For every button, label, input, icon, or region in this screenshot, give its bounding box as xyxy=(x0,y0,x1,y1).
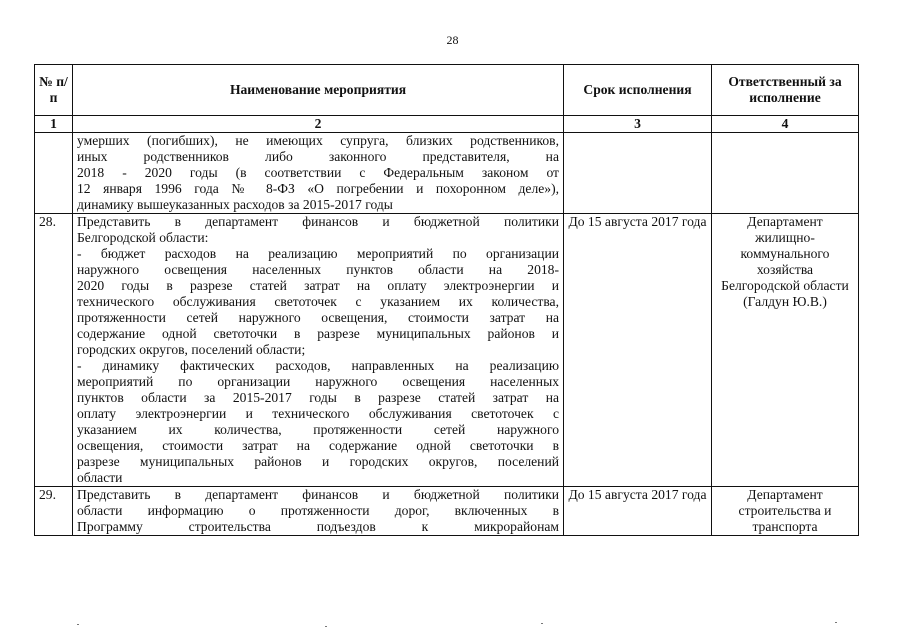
text-line: - динамику фактических расходов, направленных на реализацию xyxy=(77,358,559,373)
activity-name xyxy=(73,487,564,536)
text-line: содержание одной светоточки в разрезе муниципальных районов и xyxy=(77,326,559,341)
header-deadline: Срок исполнения xyxy=(564,65,712,116)
table-row xyxy=(35,487,859,536)
row-number: 29. xyxy=(35,487,73,536)
text-line: освещения, стоимости затрат на содержание одной светоточки в xyxy=(77,438,559,453)
text-line: Белгородской области: xyxy=(77,230,209,245)
text-line: 2018 - 2020 годы (в соответствии с Федеральным законом от xyxy=(77,165,559,180)
text-line: иных родственников либо законного представителя, на xyxy=(77,149,559,164)
deadline xyxy=(564,133,712,214)
text-line: протяженности сетей наружного освещения, стоимости затрат на xyxy=(77,310,559,325)
text-line: пунктов области за 2015-2017 годы в разрезе статей затрат на xyxy=(77,390,559,405)
row-number: 28. xyxy=(35,214,73,487)
header-name: Наименование мероприятия xyxy=(73,65,564,116)
text-line: - бюджет расходов на реализацию мероприятий по организации xyxy=(77,246,559,261)
text-line: указанием их количества, протяженности сетей наружного xyxy=(77,422,559,437)
column-number: 1 xyxy=(35,116,73,133)
scan-speck xyxy=(325,626,327,627)
text-line: области информацию о протяженности дорог, включенных в xyxy=(77,503,559,518)
text-line: наружного освещения населенных пунктов области на 2018- xyxy=(77,262,559,277)
scan-speck xyxy=(77,624,79,625)
column-number-row xyxy=(35,116,859,133)
text-line: мероприятий по организации наружного освещения населенных xyxy=(77,374,559,389)
scan-speck xyxy=(541,623,543,624)
text-line: 12 января 1996 года № 8-ФЗ «О погребении и похоронном деле»), xyxy=(77,181,559,196)
deadline: До 15 августа 2017 года xyxy=(564,487,712,536)
table-header-row xyxy=(35,65,859,116)
responsible xyxy=(712,133,859,214)
scan-speck xyxy=(835,622,837,623)
text-line: умерших (погибших), не имеющих супруга, близких родственников, xyxy=(77,133,559,148)
text-line: Представить в департамент финансов и бюджетной политики xyxy=(77,214,559,229)
activity-name xyxy=(73,133,564,214)
column-number: 2 xyxy=(73,116,564,133)
column-number: 3 xyxy=(564,116,712,133)
header-responsible: Ответственный за исполнение xyxy=(712,65,859,116)
text-line: динамику вышеуказанных расходов за 2015-2017 годы xyxy=(77,197,393,212)
table-row xyxy=(35,214,859,487)
table-row xyxy=(35,133,859,214)
text-line: области xyxy=(77,470,123,485)
text-line: оплату электроэнергии и технического обслуживания светоточек с xyxy=(77,406,559,421)
text-line: городских округов, поселений области; xyxy=(77,342,306,357)
deadline: До 15 августа 2017 года xyxy=(564,214,712,487)
text-line: технического обслуживания светоточек с указанием их количества, xyxy=(77,294,559,309)
text-line: Программу строительства подъездов к микрорайонам xyxy=(77,519,559,534)
text-line: 2020 годы в разрезе статей затрат на оплату электроэнергии и xyxy=(77,278,559,293)
responsible: Департамент строительства и транспорта xyxy=(712,487,859,536)
activity-name xyxy=(73,214,564,487)
activities-table xyxy=(34,64,859,536)
header-num: № п/п xyxy=(35,65,73,116)
row-number xyxy=(35,133,73,214)
responsible: Департамент жилищно-коммунального хозяйства Белгородской области (Галдун Ю.В.) xyxy=(712,214,859,487)
column-number: 4 xyxy=(712,116,859,133)
text-line: Представить в департамент финансов и бюджетной политики xyxy=(77,487,559,502)
page-number: 28 xyxy=(446,33,459,47)
text-line: разрезе муниципальных районов и городских округов, поселений xyxy=(77,454,559,469)
